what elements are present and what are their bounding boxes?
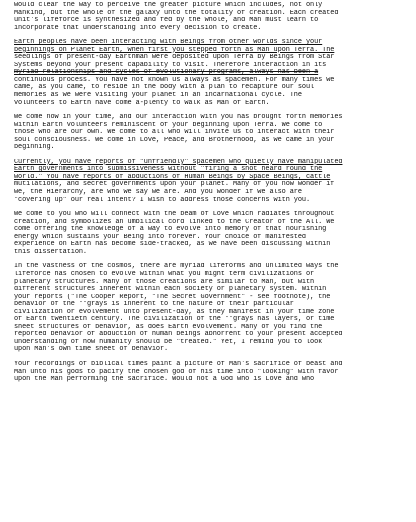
text-line: Your recordings of biblical times paint a picture of Man's sacrifice of beast and <box>14 360 343 368</box>
text-line: In the vastness of the cosmos, there are myriad lifeforms and unlimited ways the <box>14 263 339 271</box>
text-line: experience on Earth has become side-tracked, as we have been discussing within <box>14 241 331 249</box>
paragraph-earth-peoples <box>14 39 412 107</box>
text-line: We come now in your time, and our interaction with you has brought forth memories <box>14 114 343 122</box>
paragraph-biblical <box>14 361 412 384</box>
paragraph-we-come-now <box>14 114 412 152</box>
paragraph-intro <box>14 2 412 32</box>
text-line: we, the Hierarchy, are who we say we are. And you wonder if we also are <box>14 189 302 197</box>
text-line: your reports ("The Cooper Report, "The Secret Government" - see footnote), the <box>14 293 331 301</box>
text-line: energy which sustains your Being into forever. Your choice of manifested <box>14 233 306 241</box>
text-line: Systems beyond your present capability to visit. Therefore interaction in its <box>14 61 327 69</box>
text-line: of Earth twentieth century. The civilization of the **grays has layers, or time <box>14 316 335 324</box>
paragraph-we-come-to-you <box>14 211 412 256</box>
text-line-marked: myriad relationships and cycles of evolutionary programs, always has been a <box>14 69 319 77</box>
text-line: reported behavior of abduction of human beings abhorrent to your present accepted <box>14 331 343 339</box>
text-line: volunteers to Earth have come a-plenty to walk as Man of Earth. <box>14 99 270 107</box>
text-line: creation, and symbolizes an umbilical cord linked to the Creator of the All. We <box>14 218 335 226</box>
text-line: behavior of the **grays is inherent to the nature of their particular <box>14 301 294 309</box>
text-line: came, as you came, to reside in the body with a plan to recapture our soul <box>14 84 315 92</box>
text-line: We come to you who will connect with the beam of Love which radiates throughout <box>14 211 335 219</box>
text-line: would clear the way to perceive the greater picture which includes, not only <box>14 2 323 9</box>
text-line: lifeforce has chosen to evolve within what you might term civilizations or <box>14 270 315 278</box>
text-line: within Earth volunteers reminiscent of your beginning upon Terra. We come to <box>14 121 323 129</box>
text-line-underlined: Earth governments into submissiveness without "firing a shot heard round the <box>14 166 323 174</box>
text-line: sheet structures of behavior, as does Earth evolvement. Many of you find the <box>14 323 323 331</box>
text-line: this dissertation. <box>14 248 87 256</box>
text-line: understanding of how humanity should be "treated." Yet, I remind you to look <box>14 338 323 346</box>
text-line: those who are our own. We come to all who will invite us to interact with their <box>14 129 335 137</box>
text-line: Mankind, but the whole of the galaxy unto the totality of creation. Each created <box>14 9 339 17</box>
text-line: continuous process. You have not known us always as spacemen. For many times we <box>14 76 335 84</box>
text-line: upon the Man performing the sacrifice. Would not a God who is Love and who <box>14 376 315 384</box>
text-line: Man unto his gods to pacify the chosen god of his time into "looking" with favor <box>14 368 339 376</box>
text-line: come offering the knowledge of a way to evolve into memory of that nourishing <box>14 226 327 234</box>
text-line: incorporate that understanding into every decision to create. <box>14 24 262 32</box>
text-line: unit's lifeforce is synthesized and fed by the whole, and Man must learn to <box>14 17 319 25</box>
text-line: memories as we were visiting your planet in an incarnational cycle. The <box>14 92 302 100</box>
text-line: civilization or evolvement unto present-day, as they manifest in your time zone <box>14 308 335 316</box>
text-line: planetary structures. Many of those creations are similar to Man, but with <box>14 278 315 286</box>
text-line: mutilations, and secret governments upon your planet. Many of you now wonder if <box>14 181 335 189</box>
text-line: seedlings of present-day Earthman were deposited upon Terra by Beings from Star <box>14 54 335 62</box>
text-line-underlined: Currently, you have reports of "unfriendly" spacemen who quietly have manipulated <box>14 158 343 166</box>
paragraph-cosmos <box>14 263 412 354</box>
text-line: different structures inherent within each society or planetary system. Within <box>14 286 327 294</box>
text-line: soul consciousness. We come in Love, Peace, and Brotherhood, as we came in your <box>14 136 335 144</box>
paragraph-currently <box>14 159 412 204</box>
text-line: "covering up" our real intent? I wish to address those concerns with you. <box>14 196 311 204</box>
text-line-underlined: world." You have reports of abductions of Human Beings by Space Beings, cattle <box>14 173 331 181</box>
text-line-underlined: beginnings on Planet Earth, when first you stepped forth as Man upon Terra. The <box>14 46 335 54</box>
text-line: upon Man's own time sheet of behavior. <box>14 346 169 354</box>
text-line-underlined: Earth peoples have been interacting with Beings from other worlds since your <box>14 39 323 47</box>
text-line: beginning. <box>14 144 55 152</box>
